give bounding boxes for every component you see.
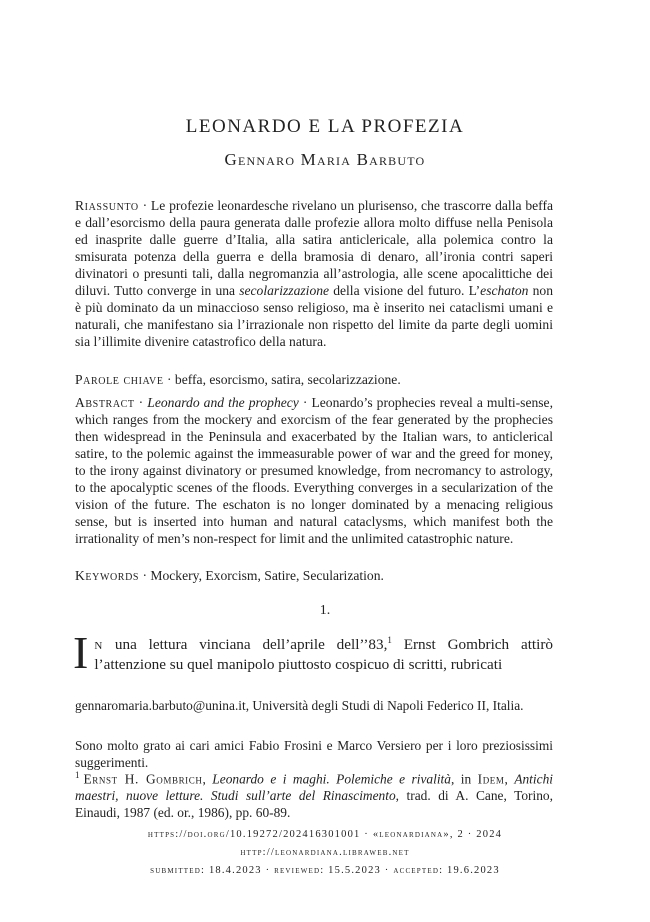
body-paragraph — [73, 627, 553, 678]
acknowledgement-note: Sono molto grato ai cari amici Fabio Frosini e Marco Versiero per i loro preziosissimi suggerimenti. — [75, 738, 553, 770]
riassunto-italic-2: eschaton — [480, 283, 529, 298]
abstract-separator: · — [134, 395, 148, 410]
parole-chiave-separator: · — [163, 372, 175, 387]
footnote-1-sep-2: , — [504, 771, 515, 787]
abstract-title: Leonardo and the prophecy — [147, 395, 299, 410]
footnote-1-mark: 1 — [75, 770, 80, 780]
abstract-label: Abstract — [75, 395, 135, 410]
footnote-1-idem: Idem — [477, 771, 505, 787]
footnote-1-book: Antichi maestri, nuove letture. Studi sull’arte del Rinascimento — [75, 771, 553, 804]
riassunto-paragraph — [75, 197, 553, 350]
keywords-paragraph — [75, 567, 553, 584]
journal-url-link[interactable]: http://leonardiana.libraweb.net — [240, 847, 410, 858]
footnote-1-title: Leonardo e i maghi. Polemiche e rivalità — [212, 771, 451, 787]
doi-link[interactable]: https://doi.org/10.19272/202416301001 · «leonardiana», 2 · 2024 — [147, 829, 503, 840]
footnote-1-mid: , in — [450, 771, 478, 787]
riassunto-label: Riassunto — [75, 198, 139, 213]
riassunto-text-3: non è più dominato da un minaccioso senso religioso, ma è inserito nei cataclismi umani e naturali, che manifestano sia l’irrazionale non rispetto del limite da parte degli uomini sia l’illimite divenire catastrofico della natura. — [75, 283, 553, 349]
keywords-label: Keywords — [75, 568, 140, 583]
abstract-paragraph — [75, 394, 553, 547]
body-text-1: una lettura vinciana dell’aprile dell’’83, — [103, 636, 388, 654]
riassunto-text-2: della visione del futuro. L’ — [329, 283, 481, 298]
drop-cap: I — [73, 627, 89, 678]
author-affiliation-note: gennaromaria.barbuto@unina.it, Università degli Studi di Napoli Federico II, Italia. — [75, 698, 524, 713]
lead-in-smallcaps: n — [94, 636, 104, 654]
parole-chiave-text: beffa, esorcismo, satira, secolarizzazione. — [174, 372, 401, 387]
parole-chiave-label: Parole chiave — [75, 372, 164, 387]
keywords-text: Mockery, Exorcism, Satire, Secularization. — [150, 568, 384, 583]
footnote-1 — [75, 767, 553, 821]
riassunto-text-1: Le profezie leonardesche rivelano un plurisenso, che trascorre dalla beffa e dall’esorcismo della paura generata dalle profezie allora molto diffuse nella Penisola ed inasprite dalle guerre d’Italia, alla satira anticlericale, alla polemica contro la smisurata potenza della guerra e della bramosia di denaro, all’ironia contri saperi divinatori o presunti tali, dalla negromanzia all’astrologia, alle scene apocalittiche dei diluvi. Tutto converge in una — [75, 198, 554, 298]
body-text-2: Ernst Gombrich attirò l’attenzione su quel manipolo piuttosto cospicuo di scritti, rubricati — [94, 636, 553, 674]
riassunto-italic-1: secolarizzazione — [239, 283, 330, 298]
footnote-1-author: Ernst H. Gombrich — [83, 771, 203, 787]
abstract-separator-2: · — [298, 395, 312, 410]
footnote-1-tail: , trad. di A. Cane, Torino, Einaudi, 1987 (ed. or., 1986), pp. 60-89. — [75, 788, 553, 821]
footnote-reference[interactable]: 1 — [387, 635, 392, 645]
riassunto-separator: · — [138, 198, 151, 213]
footnote-1-sep: , — [202, 771, 213, 787]
keywords-separator: · — [139, 568, 151, 583]
abstract-text: Leonardo’s prophecies reveal a multi-sense, which ranges from the mockery and exorcism of the fear generated by the prophecies then widespread in the Peninsula and exacerbated by the Italian wars, to anticlerical satire, to the polemic against the immeasurable power of war and the greed for money, to the irony against divinatory or presumed knowledge, from necromancy to astrology, to the apocalyptic scenes of the floods. Everything converges in a secularization of the vision of the future. The eschaton is no longer dominated by a menacing religious sense, but is inserted into human and natural cataclysms, which manifest both the irrationality of men’s non-respect for limit and the unlimited catastrophic nature. — [75, 395, 553, 546]
submission-dates: submitted: 18.4.2023 · reviewed: 15.5.2023 · accepted: 19.6.2023 — [150, 865, 500, 876]
article-title: LEONARDO E LA PROFEZIA — [185, 116, 465, 137]
parole-chiave-paragraph — [75, 371, 553, 388]
section-number: 1. — [319, 603, 331, 618]
article-author: Gennaro Maria Barbuto — [224, 150, 426, 169]
